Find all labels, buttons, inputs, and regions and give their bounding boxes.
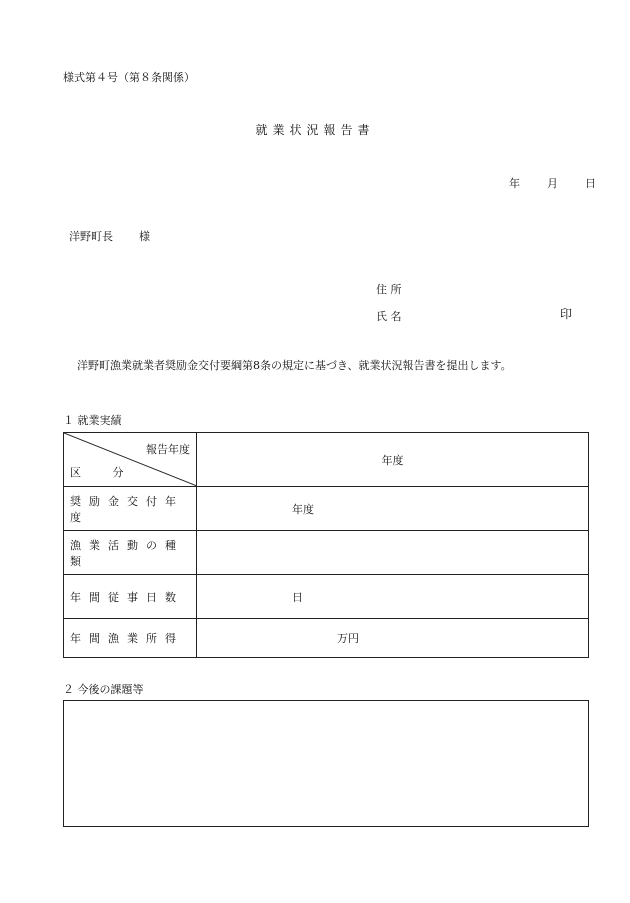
row-value[interactable]: 万円 bbox=[197, 619, 589, 658]
statement-text: 洋野町漁業就業者奨励金交付要綱第8条の規定に基づき、就業状況報告書を提出します。 bbox=[77, 359, 512, 372]
table-row bbox=[64, 487, 589, 531]
addressee-honorific: 様 bbox=[139, 230, 150, 243]
section1-heading: １ 就業実績 bbox=[63, 414, 122, 427]
document-title: 就業状況報告書 bbox=[255, 123, 375, 137]
date-year: 年 bbox=[509, 177, 520, 190]
future-issues-box[interactable] bbox=[63, 700, 589, 827]
date-day: 日 bbox=[585, 177, 596, 190]
row-label: 奨励金交付年度 bbox=[64, 487, 197, 531]
address-label: 住 所 bbox=[376, 283, 402, 296]
addressee-name: 洋野町長 bbox=[69, 230, 113, 243]
form-number: 様式第４号（第８条関係） bbox=[63, 71, 195, 84]
header-year-cell[interactable]: 年度 bbox=[197, 433, 589, 487]
header-category-label: 区 分 bbox=[70, 466, 138, 479]
date-month: 月 bbox=[547, 177, 558, 190]
section2-heading: ２ 今後の課題等 bbox=[63, 683, 144, 696]
table-row bbox=[64, 531, 589, 575]
addressee bbox=[69, 228, 150, 244]
seal-mark: 印 bbox=[560, 307, 573, 321]
row-label: 年間従事日数 bbox=[64, 575, 197, 619]
table-header-row bbox=[64, 433, 589, 487]
name-label: 氏 名 bbox=[376, 310, 402, 323]
row-value[interactable] bbox=[197, 531, 589, 575]
row-value[interactable]: 年度 bbox=[197, 487, 589, 531]
header-report-year-label: 報告年度 bbox=[146, 443, 190, 456]
row-label: 漁業活動の種類 bbox=[64, 531, 197, 575]
date-line bbox=[509, 175, 596, 191]
table-row bbox=[64, 619, 589, 658]
results-table bbox=[63, 432, 589, 658]
table-row bbox=[64, 575, 589, 619]
row-label: 年間漁業所得 bbox=[64, 619, 197, 658]
row-value[interactable]: 日 bbox=[197, 575, 589, 619]
diagonal-header-cell bbox=[64, 433, 197, 487]
